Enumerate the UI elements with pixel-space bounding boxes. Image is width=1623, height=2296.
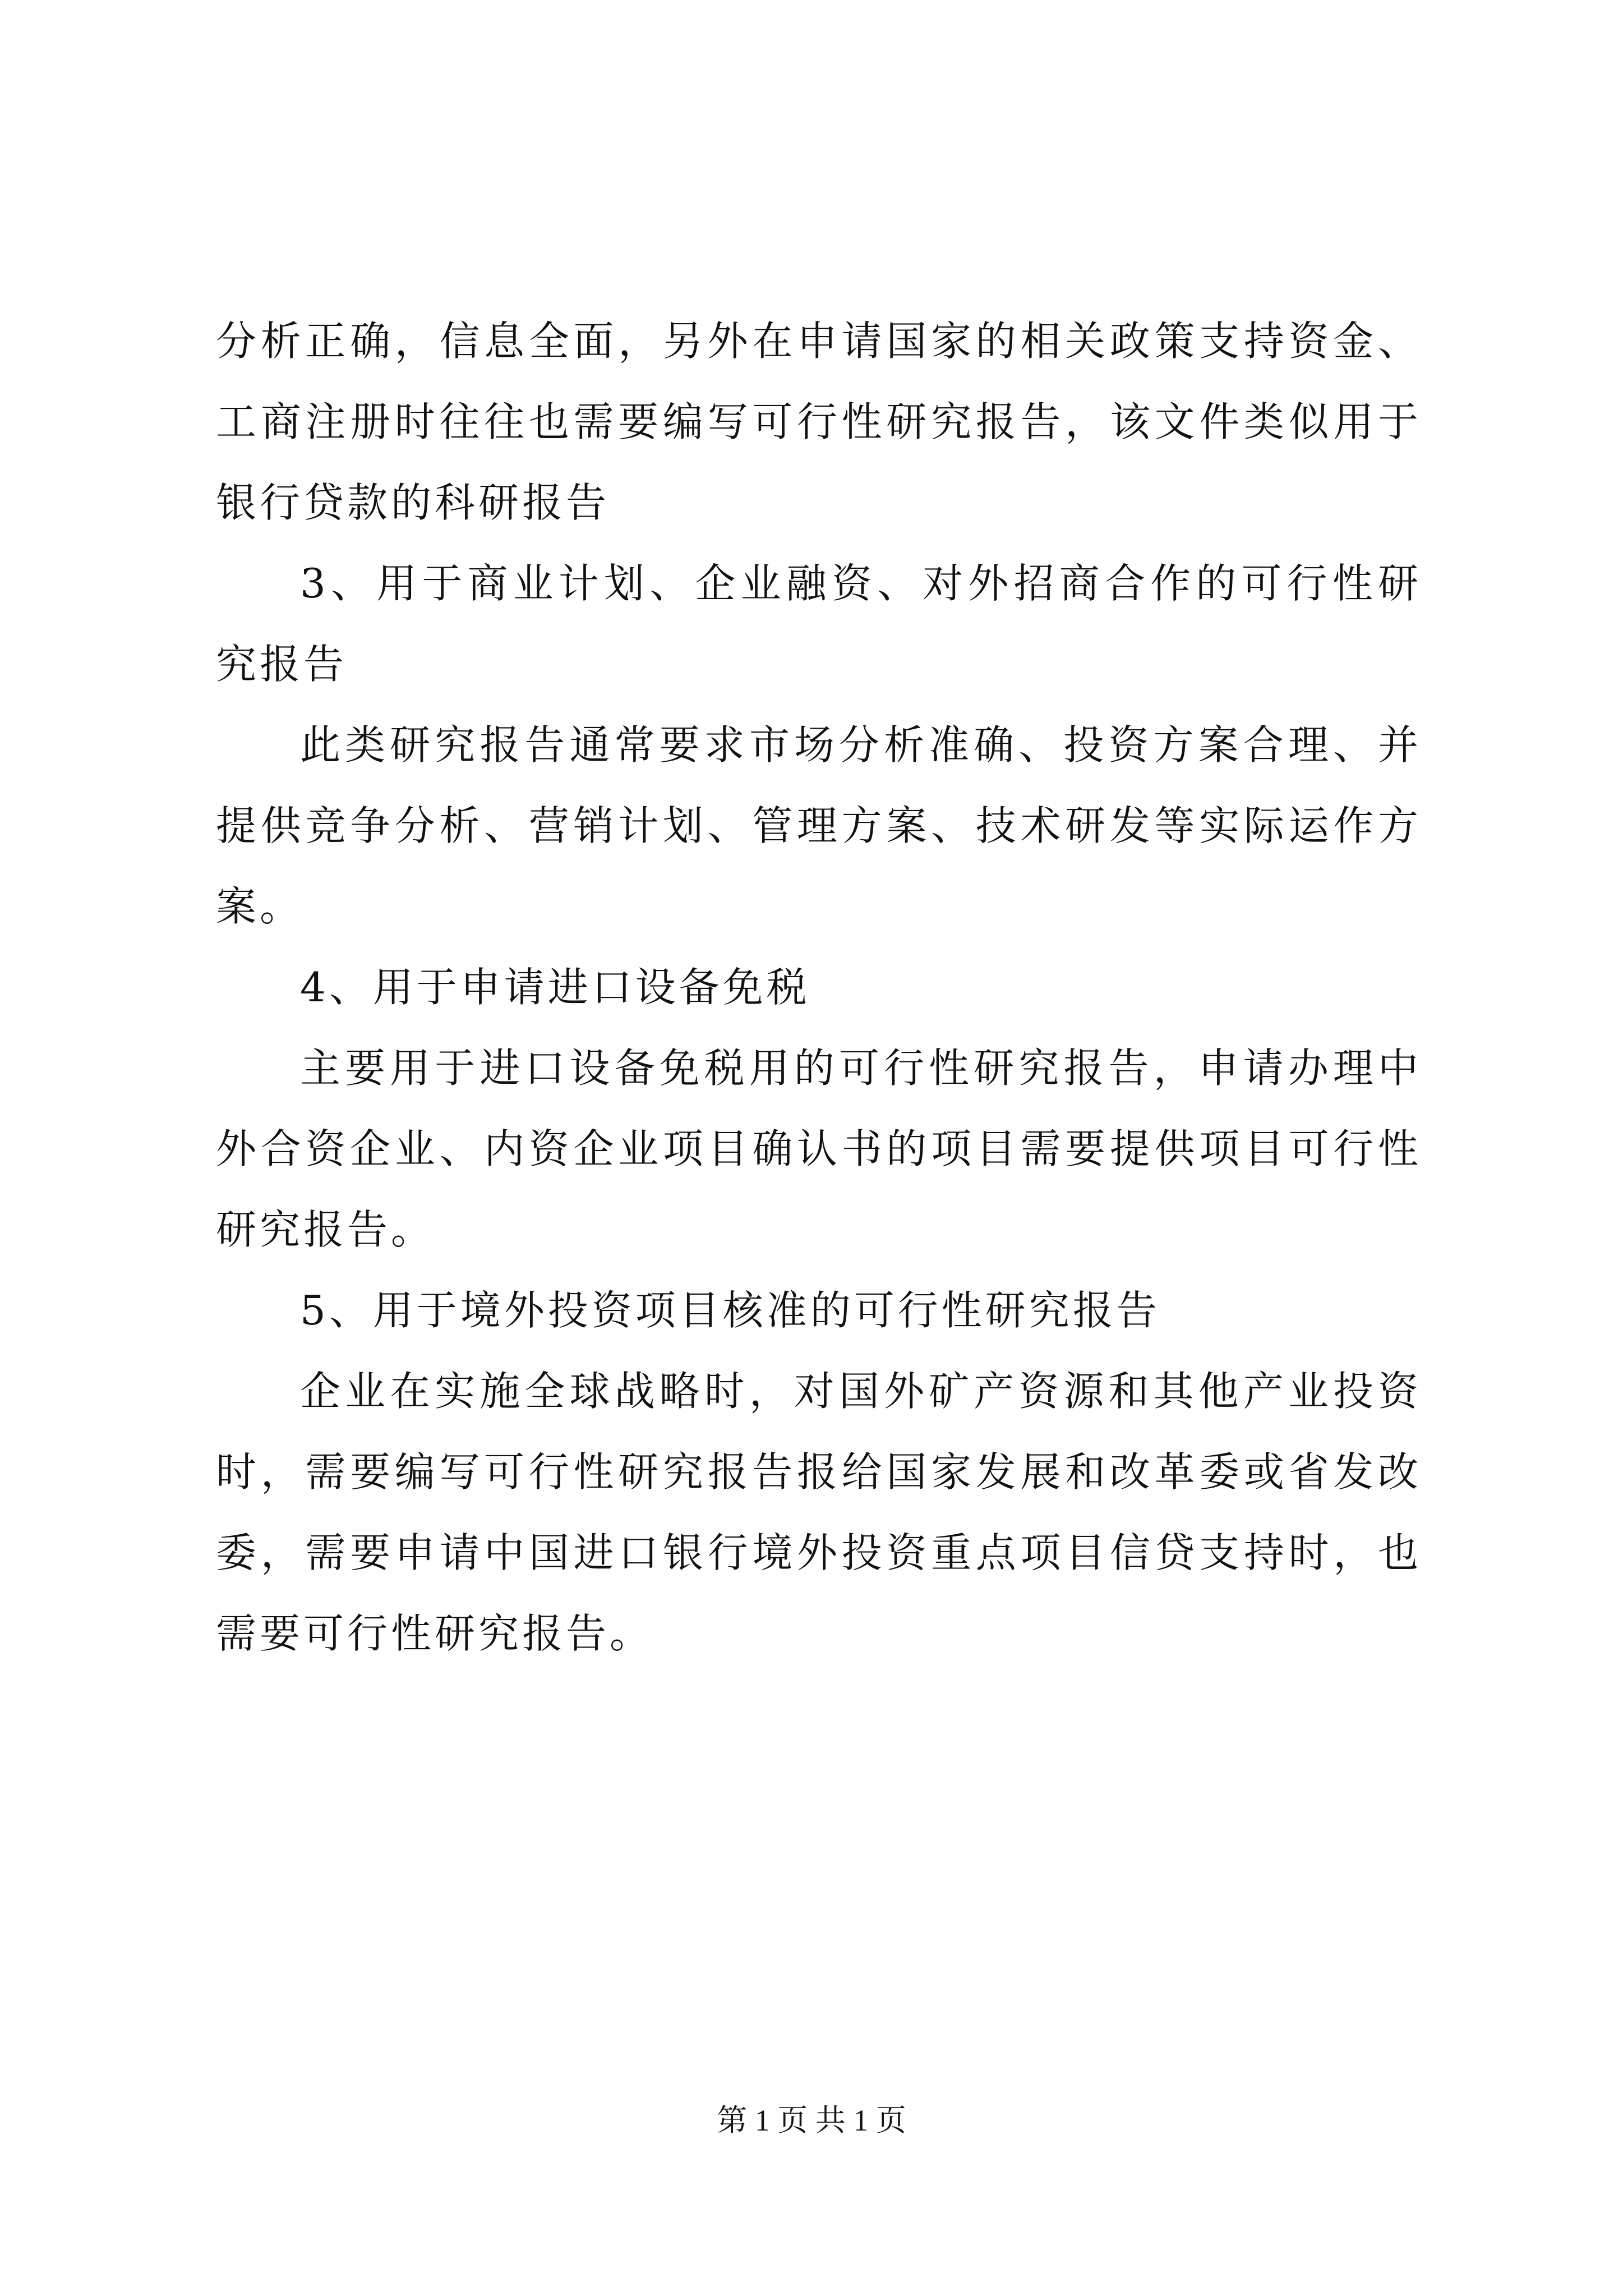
paragraph-continuation: 分析正确，信息全面，另外在申请国家的相关政策支持资金、工商注册时往往也需要编写可行性研究报告，该文件类似用于银行贷款的科研报告 xyxy=(216,318,1422,526)
paragraph-item-5-body: 企业在实施全球战略时，对国外矿产资源和其他产业投资时，需要编写可行性研究报告报给国家发展和改革委或省发改委，需要申请中国进口银行境外投资重点项目信贷支持时，也需要可行性研究报告。 xyxy=(216,1368,1422,1657)
paragraph-item-3-body: 此类研究报告通常要求市场分析准确、投资方案合理、并提供竞争分析、营销计划、管理方案、技术研发等实际运作方案。 xyxy=(216,721,1422,930)
page-footer xyxy=(0,2098,1623,2143)
page-number: 第 1 页 共 1 页 xyxy=(717,2104,906,2137)
heading-item-3: 3、用于商业计划、企业融资、对外招商合作的可行性研究报告 xyxy=(216,560,1422,688)
heading-item-5: 5、用于境外投资项目核准的可行性研究报告 xyxy=(300,1287,1160,1334)
document-body xyxy=(216,301,1422,1674)
paragraph-item-4-body: 主要用于进口设备免税用的可行性研究报告，申请办理中外合资企业、内资企业项目确认书的项目需要提供项目可行性研究报告。 xyxy=(216,1045,1422,1253)
heading-item-4: 4、用于申请进口设备免税 xyxy=(300,964,810,1011)
